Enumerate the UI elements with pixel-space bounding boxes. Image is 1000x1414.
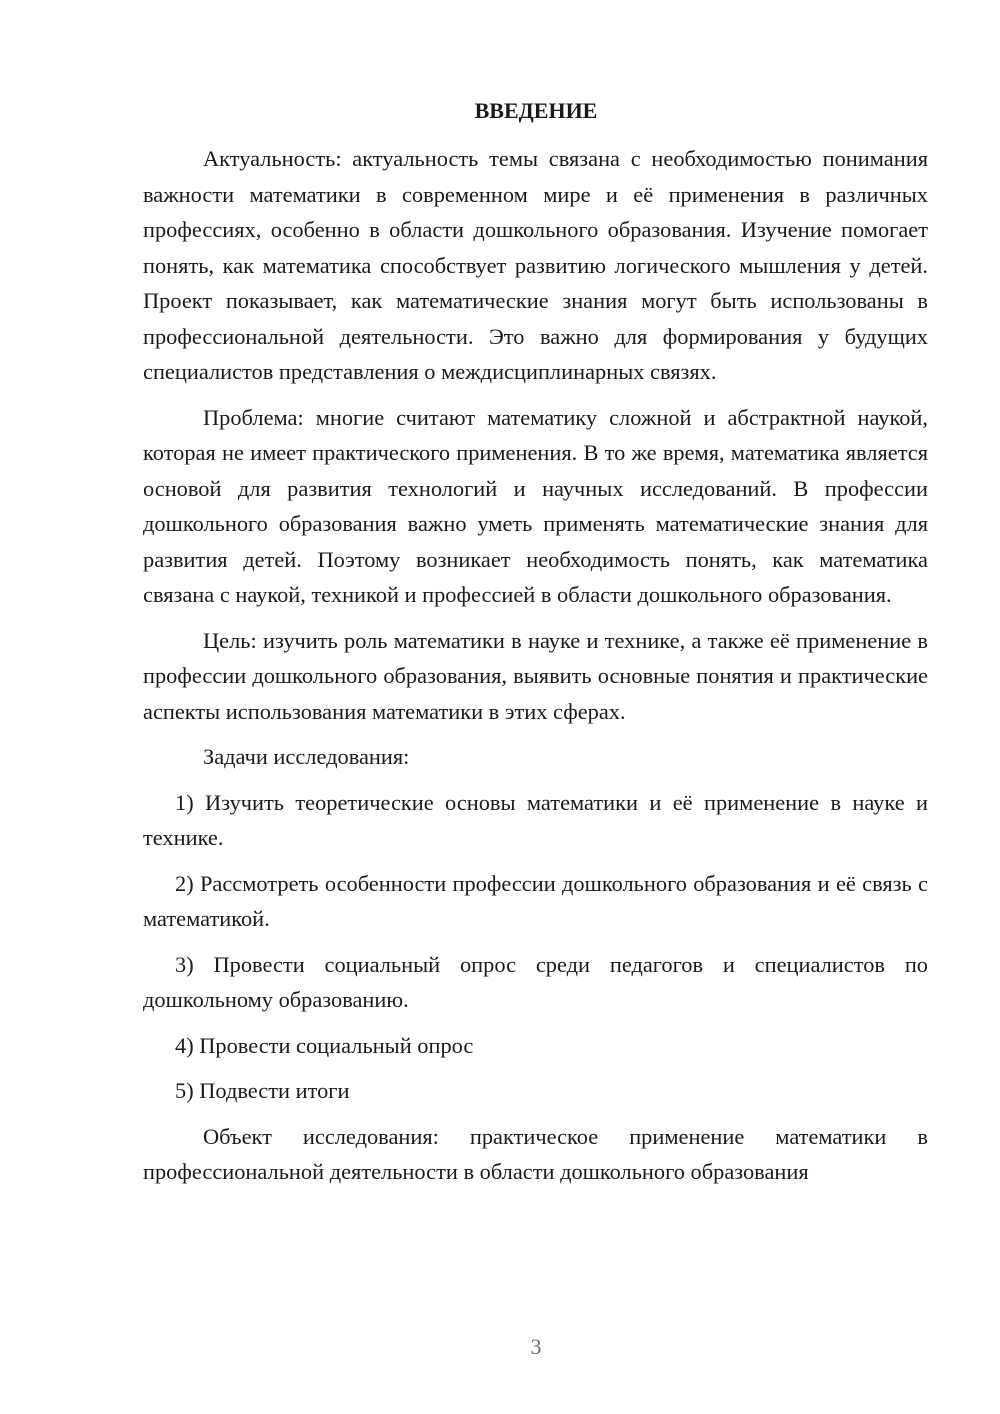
section-title: ВВЕДЕНИЕ	[474, 98, 598, 123]
task-item-2: 2) Рассмотреть особенности профессии дошкольного образования и её связь с математикой.	[143, 870, 928, 931]
problem-paragraph: Проблема: многие считают математику сложной и абстрактной наукой, которая не имеет практического применения. В то же время, математика является основой для развития технологий и научных исследований. В профессии дошкольного образования важно уметь применять математические знания для развития детей. Поэтому возникает необходимость понять, как математика связана с наукой, техникой и профессией в области дошкольного образования.	[143, 404, 928, 607]
task-item-3: 3) Провести социальный опрос среди педагогов и специалистов по дошкольному образованию.	[143, 951, 928, 1012]
task-item-5: 5) Подвести итоги	[175, 1078, 350, 1103]
tasks-heading: Задачи исследования:	[203, 744, 410, 769]
body-text	[143, 141, 928, 1200]
task-item-4: 4) Провести социальный опрос	[175, 1032, 474, 1058]
object-paragraph: Объект исследования: практическое применение математики в профессиональной деятельности в области дошкольного образования	[143, 1123, 928, 1184]
task-item-1: 1) Изучить теоретические основы математики и её применение в науке и технике.	[143, 789, 928, 850]
goal-paragraph: Цель: изучить роль математики в науке и технике, а также её применение в профессии дошкольного образования, выявить основные понятия и практические аспекты использования математики в этих сферах.	[143, 627, 928, 724]
relevance-paragraph: Актуальность: актуальность темы связана с необходимостью понимания важности математики в современном мире и её применения в различных профессиях, особенно в области дошкольного образования. Изучение помогает понять, как математика способствует развитию логического мышления у детей. Проект показывает, как математические знания могут быть использованы в профессиональной деятельности. Это важно для формирования у будущих специалистов представления о междисциплинарных связях.	[143, 146, 928, 384]
page-number: 3	[530, 1334, 542, 1359]
